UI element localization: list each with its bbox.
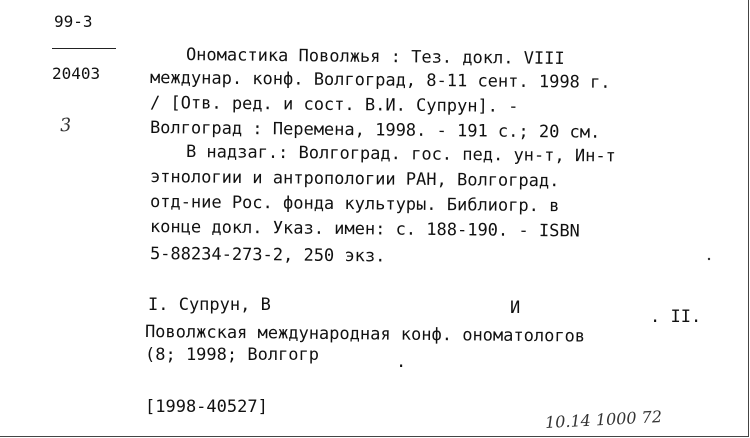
code-number: 20403 [52,64,101,83]
entry-line-4: Волгоград : Перемена, 1998. - 191 с.; 20 см. [149,118,601,143]
entry-line-6: этнологии и антропологии РАН, Волгоград. [149,167,560,192]
code-divider [52,48,116,49]
handwritten-note: 10.14 1000 72 [544,406,663,433]
entry-line-9: 5-88234-273-2, 250 экз. [149,244,386,267]
tracing-author: I. Супрун, В [148,295,271,315]
id-number: [1998-40527] [145,397,268,417]
entry-line-8: конце докл. Указ. имен: с. 188-190. - ISBN [149,217,580,242]
code-top: 99-3 [54,12,93,31]
entry-line-5: В надзаг.: Волгоград. гос. пед. ун-т, Ин-т [185,142,616,167]
tracing-conference: Поволжская международная конф. ономатологов [144,322,586,347]
tracing-period: . [396,352,407,372]
handwritten-mark: 3 [59,114,73,137]
entry-line-7: отд-ние Рос. фонда культуры. Библиогр. в [149,192,560,217]
ink-dot [705,255,713,263]
entry-line-2: междунар. конф. Волгоград, 8-11 сент. 1998 г. [149,68,611,93]
tracing-number: . II. [650,307,702,327]
tracing-series: (8; 1998; Волгогр [145,345,319,365]
tracing-initial: И [510,298,521,318]
entry-line-3: / [Отв. ред. и сост. В.И. Супрун]. - [149,93,519,117]
entry-line-1: Ономастика Поволжья : Тез. докл. VIII [185,45,565,69]
